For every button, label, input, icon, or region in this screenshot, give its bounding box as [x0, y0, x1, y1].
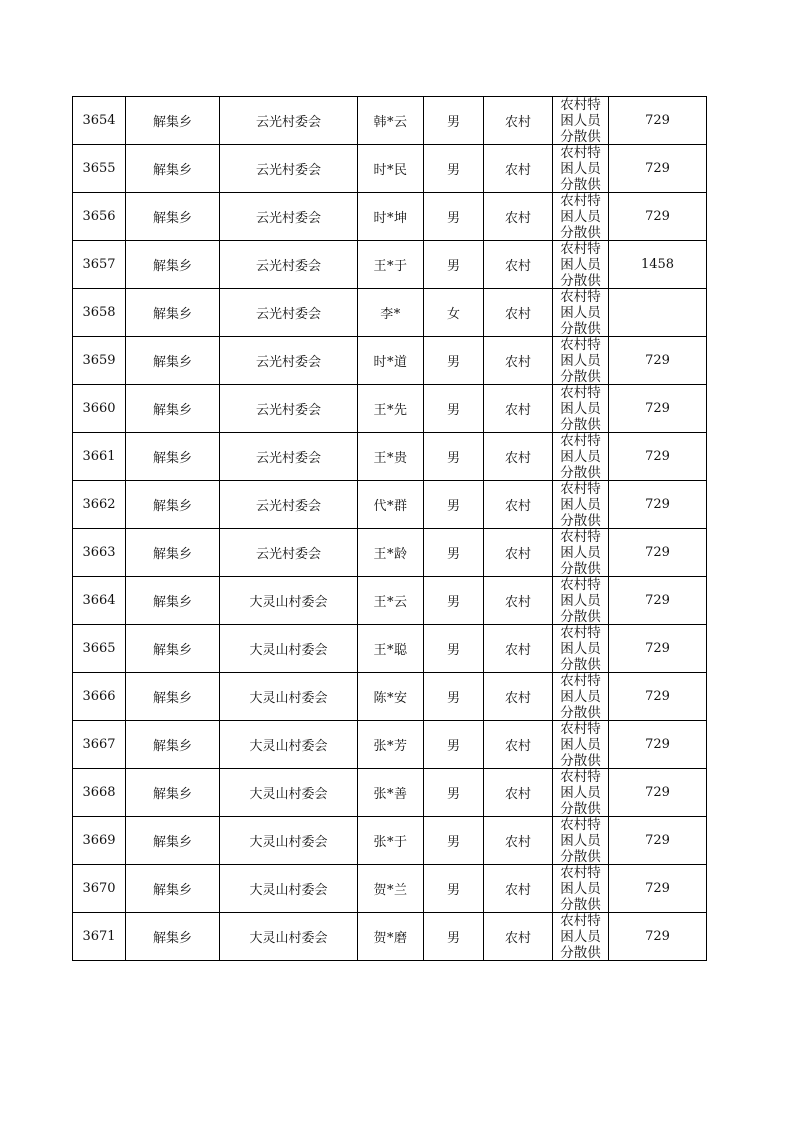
cell-type-text: 农村特困人员分散供	[560, 577, 601, 624]
cell-type-text: 农村特困人员分散供	[560, 289, 601, 336]
cell-amount: 729	[609, 625, 707, 673]
cell-no: 3671	[73, 913, 126, 961]
cell-village: 云光村委会	[220, 481, 358, 529]
cell-type	[553, 817, 609, 865]
cell-type	[553, 145, 609, 193]
cell-area: 农村	[484, 577, 553, 625]
cell-gender: 男	[424, 433, 484, 481]
cell-area: 农村	[484, 865, 553, 913]
table-row	[73, 529, 707, 577]
cell-township: 解集乡	[126, 769, 220, 817]
cell-township: 解集乡	[126, 673, 220, 721]
cell-gender: 男	[424, 865, 484, 913]
cell-name: 王*于	[358, 241, 424, 289]
cell-area: 农村	[484, 529, 553, 577]
cell-amount: 729	[609, 721, 707, 769]
cell-village: 云光村委会	[220, 241, 358, 289]
cell-type	[553, 577, 609, 625]
cell-amount: 729	[609, 193, 707, 241]
cell-township: 解集乡	[126, 529, 220, 577]
table-row	[73, 145, 707, 193]
cell-gender: 男	[424, 673, 484, 721]
cell-name: 张*芳	[358, 721, 424, 769]
cell-type-text: 农村特困人员分散供	[560, 721, 601, 768]
cell-name: 贺*磨	[358, 913, 424, 961]
cell-name: 李*	[358, 289, 424, 337]
cell-type-text: 农村特困人员分散供	[560, 529, 601, 576]
cell-no: 3669	[73, 817, 126, 865]
cell-amount: 729	[609, 385, 707, 433]
cell-village: 大灵山村委会	[220, 625, 358, 673]
table-row	[73, 865, 707, 913]
cell-township: 解集乡	[126, 433, 220, 481]
cell-name: 代*群	[358, 481, 424, 529]
cell-name: 贺*兰	[358, 865, 424, 913]
cell-type	[553, 481, 609, 529]
cell-type-text: 农村特困人员分散供	[560, 337, 601, 384]
cell-township: 解集乡	[126, 193, 220, 241]
cell-township: 解集乡	[126, 817, 220, 865]
cell-gender: 男	[424, 385, 484, 433]
cell-area: 农村	[484, 337, 553, 385]
cell-area: 农村	[484, 193, 553, 241]
table-row	[73, 769, 707, 817]
cell-name: 张*于	[358, 817, 424, 865]
cell-township: 解集乡	[126, 241, 220, 289]
cell-village: 云光村委会	[220, 385, 358, 433]
cell-gender: 男	[424, 625, 484, 673]
cell-township: 解集乡	[126, 385, 220, 433]
cell-type-text: 农村特困人员分散供	[560, 913, 601, 960]
cell-type	[553, 721, 609, 769]
cell-amount: 729	[609, 145, 707, 193]
cell-no: 3660	[73, 385, 126, 433]
cell-amount: 729	[609, 817, 707, 865]
cell-area: 农村	[484, 241, 553, 289]
cell-area: 农村	[484, 721, 553, 769]
beneficiary-table	[72, 96, 707, 961]
cell-type	[553, 673, 609, 721]
cell-area: 农村	[484, 913, 553, 961]
table-row	[73, 433, 707, 481]
table-row	[73, 385, 707, 433]
cell-amount: 729	[609, 769, 707, 817]
cell-township: 解集乡	[126, 721, 220, 769]
cell-area: 农村	[484, 673, 553, 721]
cell-village: 云光村委会	[220, 337, 358, 385]
cell-no: 3668	[73, 769, 126, 817]
cell-village: 大灵山村委会	[220, 769, 358, 817]
cell-village: 云光村委会	[220, 433, 358, 481]
cell-type-text: 农村特困人员分散供	[560, 193, 601, 240]
cell-type-text: 农村特困人员分散供	[560, 97, 601, 144]
cell-village: 大灵山村委会	[220, 721, 358, 769]
cell-village: 云光村委会	[220, 193, 358, 241]
cell-amount: 729	[609, 865, 707, 913]
table-row	[73, 721, 707, 769]
cell-type	[553, 193, 609, 241]
table-row	[73, 193, 707, 241]
table-row	[73, 241, 707, 289]
cell-area: 农村	[484, 433, 553, 481]
cell-name: 王*贵	[358, 433, 424, 481]
cell-type-text: 农村特困人员分散供	[560, 865, 601, 912]
cell-township: 解集乡	[126, 97, 220, 145]
cell-gender: 男	[424, 529, 484, 577]
cell-type	[553, 289, 609, 337]
cell-amount: 729	[609, 433, 707, 481]
cell-name: 时*坤	[358, 193, 424, 241]
cell-area: 农村	[484, 289, 553, 337]
table-row	[73, 913, 707, 961]
cell-name: 时*民	[358, 145, 424, 193]
cell-village: 云光村委会	[220, 145, 358, 193]
cell-gender: 男	[424, 337, 484, 385]
cell-type-text: 农村特困人员分散供	[560, 817, 601, 864]
cell-type	[553, 385, 609, 433]
table-row	[73, 97, 707, 145]
cell-name: 王*云	[358, 577, 424, 625]
cell-gender: 男	[424, 481, 484, 529]
cell-type	[553, 97, 609, 145]
cell-name: 韩*云	[358, 97, 424, 145]
cell-area: 农村	[484, 97, 553, 145]
cell-no: 3665	[73, 625, 126, 673]
table-row	[73, 481, 707, 529]
cell-no: 3667	[73, 721, 126, 769]
cell-village: 云光村委会	[220, 289, 358, 337]
cell-no: 3656	[73, 193, 126, 241]
cell-no: 3663	[73, 529, 126, 577]
cell-area: 农村	[484, 625, 553, 673]
cell-village: 大灵山村委会	[220, 913, 358, 961]
cell-type	[553, 433, 609, 481]
cell-type-text: 农村特困人员分散供	[560, 769, 601, 816]
cell-type-text: 农村特困人员分散供	[560, 433, 601, 480]
cell-type-text: 农村特困人员分散供	[560, 673, 601, 720]
cell-amount: 729	[609, 337, 707, 385]
cell-amount: 729	[609, 529, 707, 577]
cell-type	[553, 625, 609, 673]
table-row	[73, 625, 707, 673]
cell-type-text: 农村特困人员分散供	[560, 625, 601, 672]
table-body	[73, 97, 707, 961]
table-row	[73, 577, 707, 625]
cell-name: 张*善	[358, 769, 424, 817]
cell-village: 云光村委会	[220, 97, 358, 145]
cell-no: 3654	[73, 97, 126, 145]
cell-gender: 男	[424, 577, 484, 625]
cell-no: 3659	[73, 337, 126, 385]
cell-gender: 男	[424, 913, 484, 961]
cell-township: 解集乡	[126, 145, 220, 193]
cell-amount: 729	[609, 577, 707, 625]
cell-amount: 729	[609, 673, 707, 721]
cell-area: 农村	[484, 385, 553, 433]
cell-no: 3662	[73, 481, 126, 529]
cell-type-text: 农村特困人员分散供	[560, 241, 601, 288]
cell-no: 3657	[73, 241, 126, 289]
cell-name: 王*聪	[358, 625, 424, 673]
cell-no: 3661	[73, 433, 126, 481]
cell-amount: 729	[609, 913, 707, 961]
cell-gender: 男	[424, 769, 484, 817]
cell-type	[553, 337, 609, 385]
cell-type	[553, 865, 609, 913]
cell-type	[553, 769, 609, 817]
cell-no: 3655	[73, 145, 126, 193]
cell-gender: 男	[424, 193, 484, 241]
cell-type	[553, 241, 609, 289]
cell-township: 解集乡	[126, 865, 220, 913]
cell-township: 解集乡	[126, 289, 220, 337]
cell-name: 时*道	[358, 337, 424, 385]
cell-no: 3666	[73, 673, 126, 721]
cell-village: 大灵山村委会	[220, 673, 358, 721]
cell-amount: 729	[609, 97, 707, 145]
cell-village: 大灵山村委会	[220, 817, 358, 865]
cell-area: 农村	[484, 817, 553, 865]
cell-gender: 男	[424, 721, 484, 769]
cell-type-text: 农村特困人员分散供	[560, 145, 601, 192]
cell-village: 云光村委会	[220, 529, 358, 577]
cell-amount: 729	[609, 481, 707, 529]
cell-area: 农村	[484, 145, 553, 193]
cell-township: 解集乡	[126, 913, 220, 961]
cell-no: 3670	[73, 865, 126, 913]
cell-no: 3658	[73, 289, 126, 337]
cell-no: 3664	[73, 577, 126, 625]
cell-gender: 女	[424, 289, 484, 337]
cell-amount: 1458	[609, 241, 707, 289]
cell-gender: 男	[424, 145, 484, 193]
cell-village: 大灵山村委会	[220, 865, 358, 913]
cell-township: 解集乡	[126, 625, 220, 673]
cell-area: 农村	[484, 769, 553, 817]
cell-gender: 男	[424, 817, 484, 865]
table-row	[73, 289, 707, 337]
cell-name: 王*先	[358, 385, 424, 433]
cell-type	[553, 529, 609, 577]
table-row	[73, 337, 707, 385]
cell-area: 农村	[484, 481, 553, 529]
cell-gender: 男	[424, 241, 484, 289]
cell-type	[553, 913, 609, 961]
cell-township: 解集乡	[126, 337, 220, 385]
table-row	[73, 673, 707, 721]
cell-name: 陈*安	[358, 673, 424, 721]
cell-township: 解集乡	[126, 577, 220, 625]
cell-village: 大灵山村委会	[220, 577, 358, 625]
cell-name: 王*龄	[358, 529, 424, 577]
cell-township: 解集乡	[126, 481, 220, 529]
cell-type-text: 农村特困人员分散供	[560, 385, 601, 432]
table-row	[73, 817, 707, 865]
cell-gender: 男	[424, 97, 484, 145]
cell-type-text: 农村特困人员分散供	[560, 481, 601, 528]
cell-amount	[609, 289, 707, 337]
